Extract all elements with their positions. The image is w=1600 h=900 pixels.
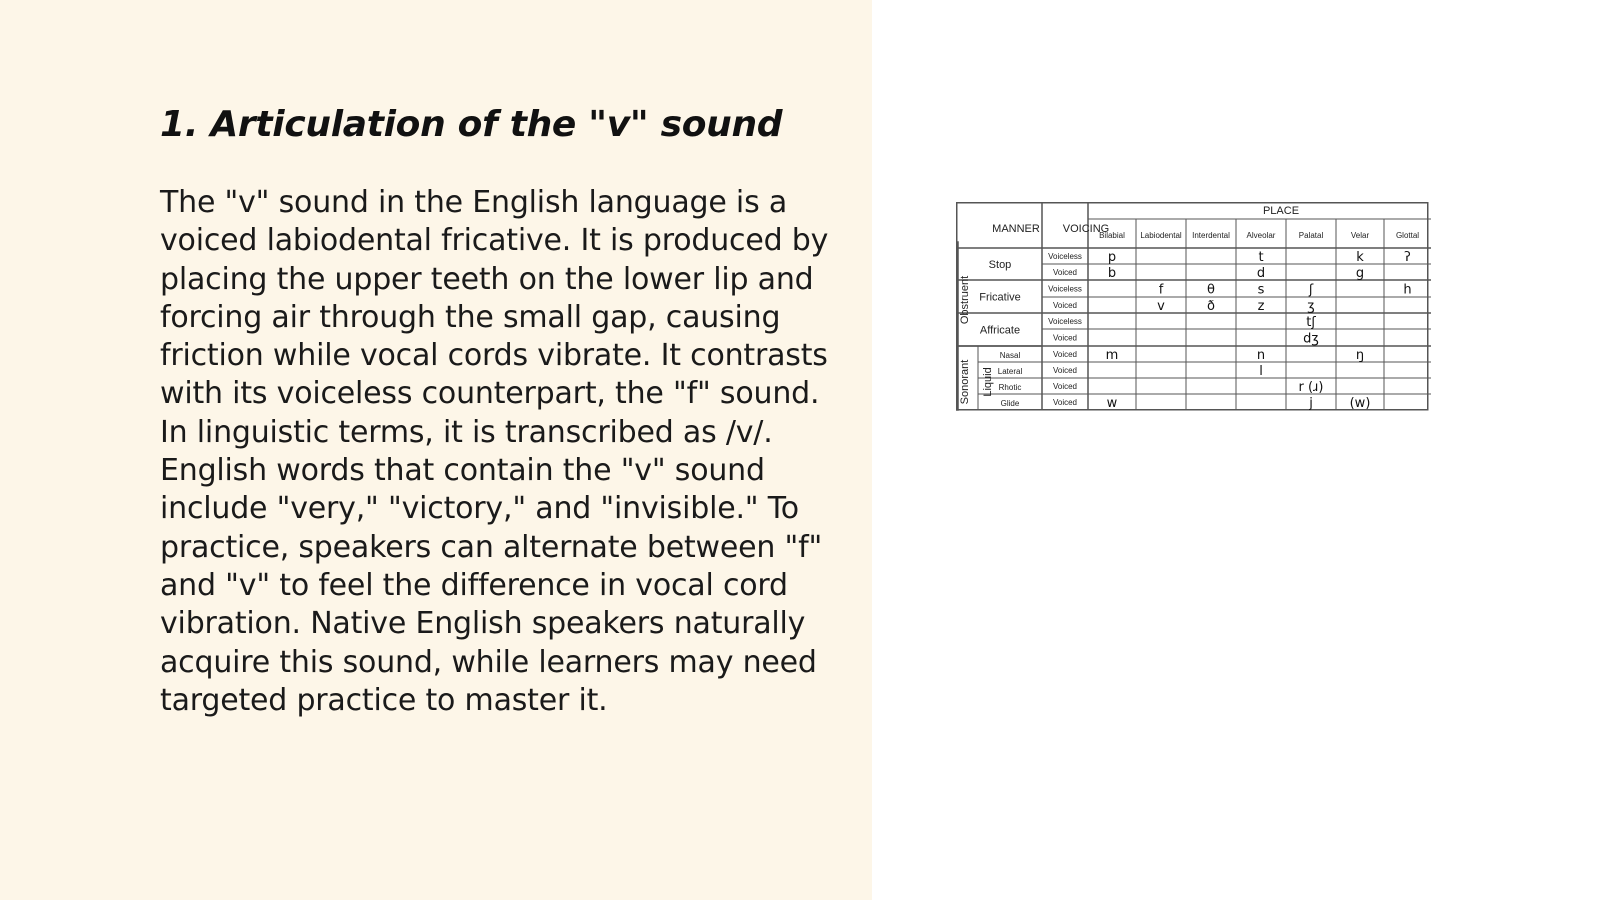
consonant-chart-svg: [956, 202, 1446, 422]
voicing-header: VOICING: [1062, 223, 1110, 235]
phoneme-symbol: t: [1258, 250, 1264, 265]
place-header-glottal: Glottal: [1395, 231, 1420, 240]
voicing-voiced: Voiced: [1052, 398, 1078, 407]
consonant-chart: [956, 202, 1446, 422]
phoneme-symbol: ʔ: [1404, 250, 1411, 265]
phoneme-symbol: p: [1107, 250, 1117, 265]
manner-nasal: Nasal: [999, 351, 1021, 360]
manner-lateral: Lateral: [997, 367, 1023, 376]
phoneme-symbol: (w): [1349, 396, 1371, 411]
place-header-labiodental: Labiodental: [1140, 231, 1182, 240]
phoneme-symbol: s: [1257, 282, 1265, 298]
phoneme-symbol: dʒ: [1303, 331, 1319, 347]
phoneme-symbol: f: [1158, 282, 1164, 298]
voicing-voiced: Voiced: [1052, 350, 1078, 359]
phoneme-symbol: ŋ: [1355, 348, 1365, 363]
phoneme-symbol: j: [1309, 396, 1313, 411]
table-cells: [979, 231, 1419, 411]
voicing-voiceless: Voiceless: [1048, 317, 1082, 326]
voicing-voiced: Voiced: [1052, 268, 1078, 277]
place-header-alveolar: Alveolar: [1246, 231, 1276, 240]
phoneme-symbol: ʒ: [1307, 299, 1315, 314]
manner-stop: Stop: [988, 259, 1012, 271]
manner-fricative: Fricative: [979, 291, 1021, 304]
phoneme-symbol: w: [1106, 396, 1118, 411]
liquid-group-label: Liquid: [982, 367, 994, 397]
obstruent-group-label: Obstruent: [959, 275, 971, 325]
phoneme-symbol: θ: [1207, 282, 1215, 298]
voicing-voiced: Voiced: [1052, 382, 1078, 391]
slide-body: The "v" sound in the English language is a voiced labiodental fricative. It is produced by placing the upper teeth on the lower lip and forcing air through the small gap, causing friction while vocal cords vibrate. It contrasts with its voiceless counterpart, the "f" sound. In linguistic terms, it is transcribed as /v/. English words that contain the "v" sound include "very," "victory," and "invisible." To practice, speakers can alternate between "f" and "v" to feel the difference in vocal cord vibration. Native English speakers naturally acquire this sound, while learners may need targeted practice to master it.: [160, 185, 829, 718]
place-header: PLACE: [1262, 205, 1300, 217]
voicing-voiced: Voiced: [1052, 301, 1078, 310]
voicing-voiceless: Voiceless: [1048, 252, 1082, 261]
phoneme-symbol: v: [1157, 299, 1165, 314]
place-header-palatal: Palatal: [1298, 231, 1324, 240]
place-header-velar: Velar: [1350, 231, 1370, 240]
phoneme-symbol: b: [1107, 266, 1117, 281]
phoneme-symbol: l: [1259, 364, 1263, 379]
phoneme-symbol: m: [1105, 348, 1119, 363]
phoneme-symbol: h: [1403, 282, 1412, 298]
phoneme-symbol: k: [1356, 250, 1364, 265]
voicing-voiced: Voiced: [1052, 366, 1078, 375]
phoneme-symbol: z: [1257, 299, 1265, 314]
voicing-voiceless: Voiceless: [1048, 284, 1082, 294]
phoneme-symbol: r (ɹ): [1298, 380, 1324, 395]
phoneme-symbol: tʃ: [1306, 315, 1316, 330]
manner-glide: Glide: [1000, 399, 1020, 408]
phoneme-symbol: ʃ: [1308, 282, 1314, 298]
voicing-voiced: Voiced: [1052, 333, 1078, 343]
phoneme-symbol: d: [1256, 266, 1266, 281]
manner-rhotic: Rhotic: [998, 383, 1022, 392]
sonorant-group-label: Sonorant: [959, 359, 971, 405]
phoneme-symbol: g: [1355, 266, 1365, 281]
place-header-bilabial: Bilabial: [1099, 231, 1125, 240]
manner-affricate: Affricate: [979, 324, 1021, 337]
manner-header: MANNER: [992, 223, 1040, 235]
phoneme-symbol: n: [1256, 348, 1266, 363]
place-header-interdental: Interdental: [1192, 231, 1230, 240]
slide-title: 1. Articulation of the "v" sound: [160, 104, 783, 145]
phoneme-symbol: ð: [1207, 299, 1215, 314]
